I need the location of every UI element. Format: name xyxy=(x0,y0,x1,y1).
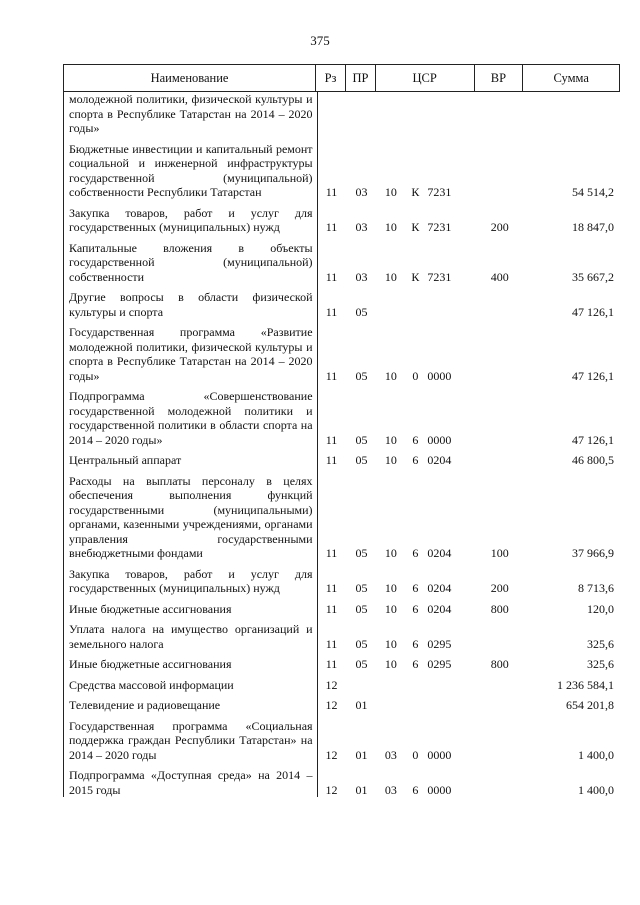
row-vr: 200 xyxy=(490,581,509,595)
header-rz: Рз xyxy=(316,65,346,91)
row-name: Закупка товаров, работ и услуг для государственных (муниципальных) нужд xyxy=(69,566,313,595)
table-row xyxy=(64,474,620,561)
row-csr-1: 10 xyxy=(384,432,397,447)
row-rz: 11 xyxy=(325,546,338,560)
row-rz: 11 xyxy=(325,185,338,199)
row-pr: 05 xyxy=(355,453,368,467)
row-rz: 11 xyxy=(325,453,338,467)
row-csr-2: 6 xyxy=(412,782,419,797)
row-vr: 800 xyxy=(490,601,509,616)
table-row xyxy=(64,678,620,693)
row-sum: 654 201,8 xyxy=(565,698,614,712)
row-sum: 325,6 xyxy=(586,636,614,651)
header-sum: Сумма xyxy=(553,70,589,85)
table-row xyxy=(64,622,620,651)
row-rz: 12 xyxy=(325,782,338,797)
row-rz: 12 xyxy=(325,677,338,692)
row-rz: 11 xyxy=(325,636,338,651)
table-row xyxy=(64,453,620,468)
row-csr-3: 7231 xyxy=(427,220,452,234)
row-csr-1: 10 xyxy=(384,601,397,616)
table-row xyxy=(64,768,620,797)
row-csr-3: 7231 xyxy=(427,269,452,284)
row-name: Средства массовой информации xyxy=(69,677,234,692)
row-sum: 35 667,2 xyxy=(571,269,614,284)
row-name: Подпрограмма «Совершенствование государственной молодежной политики и государственной политики в области спорта на 2014 – 2020 годы» xyxy=(69,389,313,447)
row-sum: 325,6 xyxy=(586,657,614,671)
row-csr-3: 0204 xyxy=(427,581,452,595)
row-csr-3: 0295 xyxy=(427,636,452,651)
row-sum: 1 400,0 xyxy=(577,747,614,762)
row-csr-1: 10 xyxy=(384,581,397,595)
row-csr-3: 0204 xyxy=(427,601,452,616)
row-name: Подпрограмма «Доступная среда» на 2014 – 2015 годы xyxy=(69,768,313,797)
row-pr: 05 xyxy=(355,657,368,671)
row-sum: 8 713,6 xyxy=(577,581,614,595)
row-sum: 47 126,1 xyxy=(571,368,614,383)
row-csr-3: 0000 xyxy=(427,782,452,797)
table-row xyxy=(64,92,620,136)
row-rz: 11 xyxy=(325,304,338,319)
row-csr-2: 6 xyxy=(412,601,419,616)
row-csr-1: 10 xyxy=(384,368,397,383)
row-sum: 37 966,9 xyxy=(571,546,614,560)
row-csr-1: 10 xyxy=(384,546,397,560)
row-csr-2: 6 xyxy=(412,546,419,560)
row-csr-2: К xyxy=(411,220,420,234)
row-csr-3: 0000 xyxy=(427,432,452,447)
row-csr-1: 10 xyxy=(384,220,397,234)
row-csr-1: 10 xyxy=(384,185,397,199)
row-name: Государственная программа «Социальная поддержка граждан Республики Татарстан» на 2014 – 2020 годы xyxy=(69,718,313,762)
row-name: Государственная программа «Развитие молодежной политики, физической культуры и спорта в Республике Татарстан на 2014 – 2020 годы» xyxy=(69,325,313,383)
row-pr: 05 xyxy=(355,368,368,383)
row-rz: 11 xyxy=(325,368,338,383)
row-name: Иные бюджетные ассигнования xyxy=(69,601,232,616)
row-csr-2: 0 xyxy=(412,368,419,383)
table-body xyxy=(63,92,620,797)
row-vr: 100 xyxy=(490,546,509,560)
row-name: Центральный аппарат xyxy=(69,453,182,467)
row-sum: 1 236 584,1 xyxy=(556,677,614,692)
table-row xyxy=(64,325,620,383)
row-csr-2: 0 xyxy=(412,747,419,762)
row-csr-1: 10 xyxy=(384,453,397,467)
row-name: Другие вопросы в области физической культуры и спорта xyxy=(69,290,313,319)
table-row xyxy=(64,657,620,672)
row-name: Закупка товаров, работ и услуг для государственных (муниципальных) нужд xyxy=(69,205,313,234)
row-vr: 400 xyxy=(490,269,509,284)
row-rz: 12 xyxy=(325,698,338,712)
table-row xyxy=(64,389,620,447)
header-vr: ВР xyxy=(475,65,524,91)
row-name: Капитальные вложения в объекты государственной (муниципальной) собственности xyxy=(69,240,313,284)
table-row xyxy=(64,241,620,285)
table-row xyxy=(64,206,620,235)
column-divider xyxy=(317,92,318,797)
row-csr-2: К xyxy=(411,269,420,284)
row-name: Уплата налога на имущество организаций и земельного налога xyxy=(69,622,313,651)
row-csr-2: К xyxy=(411,185,420,199)
table-row xyxy=(64,290,620,319)
row-csr-2: 6 xyxy=(412,453,419,467)
row-pr: 05 xyxy=(355,636,368,651)
row-rz: 11 xyxy=(325,657,338,671)
row-pr: 01 xyxy=(355,747,368,762)
header-name: Наименование xyxy=(64,65,316,91)
row-csr-1: 10 xyxy=(384,269,397,284)
row-csr-3: 0000 xyxy=(427,747,452,762)
row-sum: 54 514,2 xyxy=(571,185,614,199)
table-header xyxy=(63,64,620,92)
row-pr: 01 xyxy=(355,698,368,712)
row-rz: 11 xyxy=(325,581,338,595)
row-csr-1: 10 xyxy=(384,657,397,671)
row-name: Иные бюджетные ассигнования xyxy=(69,657,232,671)
row-csr-2: 6 xyxy=(412,432,419,447)
row-csr-3: 0204 xyxy=(427,453,452,467)
row-name: Бюджетные инвестиции и капитальный ремонт социальной и инженерной инфраструктуры государственной (муниципальной) собственности Республики Татарстан xyxy=(69,141,313,199)
row-pr: 03 xyxy=(355,185,368,199)
row-sum: 47 126,1 xyxy=(571,432,614,447)
table-row xyxy=(64,142,620,200)
row-name: Расходы на выплаты персоналу в целях обеспечения выполнения функций государственными (муниципальными) органами, казенными учреждениями, органами управления государственными внебюджетными фондами xyxy=(69,473,313,560)
row-sum: 18 847,0 xyxy=(571,220,614,234)
row-vr: 200 xyxy=(490,220,509,234)
header-csr: ЦСР xyxy=(376,65,475,91)
row-csr-3: 0295 xyxy=(427,657,452,671)
row-csr-1: 10 xyxy=(384,636,397,651)
row-pr: 05 xyxy=(355,601,368,616)
row-vr: 800 xyxy=(490,657,509,671)
row-pr: 03 xyxy=(355,220,368,234)
row-name: Телевидение и радиовещание xyxy=(69,698,221,712)
header-pr: ПР xyxy=(346,65,376,91)
table-row xyxy=(64,719,620,763)
row-csr-3: 0204 xyxy=(427,546,452,560)
row-rz: 11 xyxy=(325,432,338,447)
row-pr: 03 xyxy=(355,269,368,284)
row-csr-1: 03 xyxy=(384,747,397,762)
row-csr-2: 6 xyxy=(412,657,419,671)
budget-table xyxy=(63,64,620,803)
row-sum: 120,0 xyxy=(586,601,614,616)
row-csr-2: 6 xyxy=(412,636,419,651)
table-row xyxy=(64,698,620,713)
row-rz: 12 xyxy=(325,747,338,762)
row-csr-3: 0000 xyxy=(427,368,452,383)
row-pr: 05 xyxy=(355,304,368,319)
row-name: молодежной политики, физической культуры и спорта в Республике Татарстан на 2014 – 2020 годы» xyxy=(69,92,313,135)
row-rz: 11 xyxy=(325,601,338,616)
row-pr: 05 xyxy=(355,581,368,595)
row-rz: 11 xyxy=(325,220,338,234)
row-sum: 47 126,1 xyxy=(571,304,614,319)
page-number: 375 xyxy=(310,33,330,48)
row-csr-1: 03 xyxy=(384,782,397,797)
table-row xyxy=(64,567,620,596)
row-csr-2: 6 xyxy=(412,581,419,595)
row-pr: 05 xyxy=(355,546,368,560)
row-sum: 1 400,0 xyxy=(577,782,614,797)
row-csr-3: 7231 xyxy=(427,185,452,199)
row-sum: 46 800,5 xyxy=(571,453,614,467)
row-rz: 11 xyxy=(325,269,338,284)
row-pr: 01 xyxy=(355,782,368,797)
table-row xyxy=(64,602,620,617)
row-pr: 05 xyxy=(355,432,368,447)
